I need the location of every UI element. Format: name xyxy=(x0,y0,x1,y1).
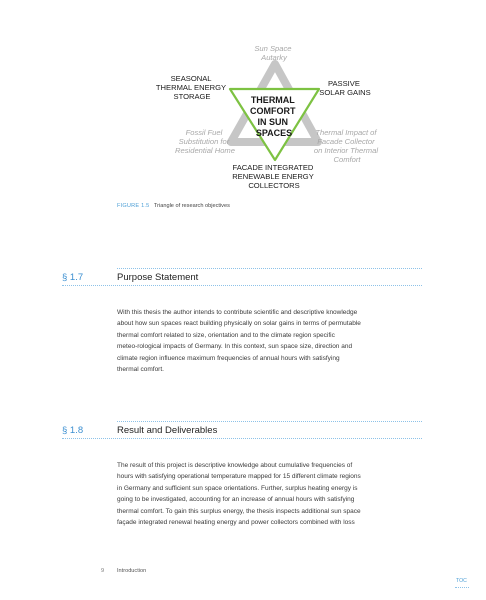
footer-section-name: Introduction xyxy=(117,568,147,574)
divider xyxy=(117,268,422,269)
text-line: façade integrated renewal heating energy and power collectors combined with loss xyxy=(117,519,355,527)
label-thermal-impact: Thermal Impact of Facade Collector on Interior Thermal Comfort xyxy=(313,128,379,164)
label-fossil-fuel-substitution: Fossil Fuel Substitution for Residential Home xyxy=(175,128,235,155)
label-seasonal-storage: SEASONAL THERMAL ENERGY STORAGE xyxy=(155,74,226,101)
toc-divider xyxy=(455,587,469,588)
label-thermal-comfort: THERMAL COMFORT IN SUN SPACES xyxy=(249,95,296,138)
text-line: hours with satisfying operational temperature mapped for 15 different climate regions xyxy=(117,473,361,481)
text-line: With this thesis the author intends to contribute scientific and descriptive knowledge xyxy=(117,309,358,316)
section-number: § 1.8 xyxy=(62,425,84,436)
text-line: meteo-rological impacts of Germany. In this context, sun space size, direction and xyxy=(117,343,353,351)
page-number: 9 xyxy=(101,568,105,574)
label-passive-solar-gains: PASSIVE SOLAR GAINS xyxy=(319,79,371,97)
label-sun-space-autarky: Sun Space Autarky xyxy=(254,44,292,62)
research-objectives-diagram xyxy=(0,0,486,200)
paragraph-purpose-statement xyxy=(117,307,423,375)
text-line: thermal comfort related to size, orientation and to the climate region specific xyxy=(117,331,335,339)
section-heading-purpose xyxy=(0,268,486,292)
figure-caption xyxy=(117,203,230,209)
figure-number: FIGURE 1.5 xyxy=(117,203,150,209)
section-title: Purpose Statement xyxy=(117,272,199,283)
text-line: climate region influence maximum frequencies of annual hours with satisfying xyxy=(117,354,340,362)
text-line: in Germany and sufficient sun space orientations. Further, surplus heating energy is xyxy=(117,484,358,492)
divider xyxy=(62,438,422,439)
section-title: Result and Deliverables xyxy=(117,425,218,436)
divider xyxy=(117,421,422,422)
text-line: about how sun spaces react building physically on solar gains in terms of permutable xyxy=(117,320,361,328)
text-line: going to be investigated, accounting for an increase of annual hours with satisfying xyxy=(117,496,355,504)
toc-link[interactable]: TOC xyxy=(456,578,467,584)
paragraph-result-deliverables xyxy=(117,460,423,528)
section-number: § 1.7 xyxy=(62,272,84,283)
divider xyxy=(62,285,422,286)
label-facade-collectors: FACADE INTEGRATED RENEWABLE ENERGY COLLECTORS xyxy=(232,163,314,190)
text-line: thermal comfort. xyxy=(117,366,164,374)
figure-caption-text: Triangle of research objectives xyxy=(153,203,230,209)
section-heading-results xyxy=(0,421,486,445)
text-line: thermal comfort. To gain this surplus energy, the thesis inspects additional sun space xyxy=(117,507,361,515)
text-line: The result of this project is descriptive knowledge about cumulative frequencies of xyxy=(117,462,353,469)
